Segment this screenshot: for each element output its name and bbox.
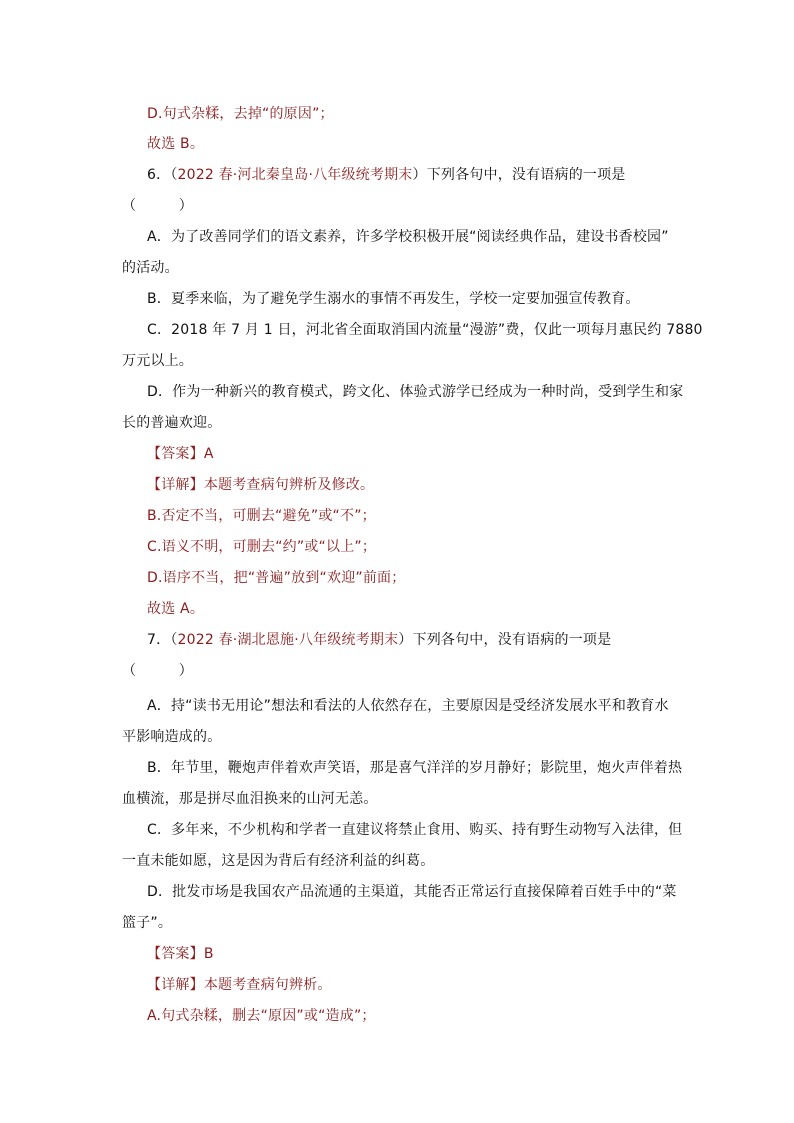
- q6-option-a-line1: A．为了改善同学们的语文素养，许多学校积极开展“阅读经典作品，建设书香校园”: [147, 229, 669, 245]
- q6-analysis-b: B.否定不当，可删去“避免”或“不”；: [147, 508, 376, 524]
- q6-option-b: B．夏季来临，为了避免学生溺水的事情不再发生，学校一定要加强宣传教育。: [147, 291, 640, 307]
- q7-option-d-line2: 篮子”。: [122, 915, 173, 931]
- q6-detail: [147, 475, 374, 495]
- q6-detail-label: 【详解】: [147, 477, 204, 493]
- q7-detail: [147, 975, 332, 995]
- q6-answer-value: A: [203, 446, 214, 462]
- q6-choose: 故选 A。: [147, 601, 205, 617]
- q6-answer-label: 【答案】: [147, 446, 204, 462]
- q6-detail-text: 本题考查病句辨析及修改。: [203, 477, 375, 493]
- q7-blank: （ ）: [122, 663, 193, 679]
- q6-option-c-line2: 万元以上。: [122, 353, 193, 369]
- q5-choose: 故选 B。: [147, 136, 205, 152]
- q6-option-c-line1: C．2018 年 7 月 1 日，河北省全面取消国内流量“漫游”费，仅此一项每月惠民约 7880: [147, 322, 703, 338]
- q7-number: 7．: [147, 632, 171, 648]
- q6-source-open: （: [170, 167, 178, 183]
- q7-analysis-a: A.句式杂糅，删去“原因”或“造成”；: [147, 1008, 376, 1024]
- q7-source-open: （: [170, 632, 178, 648]
- q6-source: 2022 春·河北秦皇岛·八年级统考期末: [177, 167, 413, 183]
- q7-option-b-line1: B．年节里，鞭炮声伴着欢声笑语，那是喜气洋洋的岁月静好；影院里，炮火声伴着热: [147, 760, 683, 776]
- q7-stem: 下列各句中，没有语病的一项是: [412, 632, 612, 648]
- q6-option-d-line2: 长的普遍欢迎。: [122, 415, 222, 431]
- q7-option-d-line1: D．批发市场是我国农产品流通的主渠道，其能否正常运行直接保障着百姓手中的“菜: [147, 884, 677, 900]
- q5-analysis-d: D.句式杂糅，去掉“的原因”；: [147, 106, 334, 122]
- q7-option-a-line1: A．持“读书无用论”想法和看法的人依然存在，主要原因是受经济发展水平和教育水: [147, 698, 669, 714]
- q6-analysis-c: C.语义不明，可删去“约”或“以上”；: [147, 539, 377, 555]
- q6-answer: [147, 444, 214, 464]
- q6-stem: 下列各句中，没有语病的一项是: [426, 167, 626, 183]
- q6-source-close: ）: [412, 167, 427, 183]
- q6-option-d-line1: D．作为一种新兴的教育模式，跨文化、体验式游学已经成为一种时尚，受到学生和家: [147, 384, 684, 400]
- q7-header: [147, 630, 611, 650]
- q7-option-c-line2: 一直未能如愿，这是因为背后有经济利益的纠葛。: [122, 853, 435, 869]
- q7-option-b-line2: 血横流，那是拼尽血泪换来的山河无恙。: [122, 791, 378, 807]
- q7-detail-label: 【详解】: [147, 977, 204, 993]
- q7-answer: [147, 944, 214, 964]
- q6-blank: （ ）: [122, 198, 193, 214]
- q7-option-a-line2: 平影响造成的。: [122, 729, 222, 745]
- q7-answer-label: 【答案】: [147, 946, 204, 962]
- q7-source-close: ）: [398, 632, 413, 648]
- q6-header: [147, 165, 626, 185]
- q7-detail-text: 本题考查病句辨析。: [203, 977, 332, 993]
- q6-analysis-d: D.语序不当，把“普遍”放到“欢迎”前面；: [147, 570, 406, 586]
- q7-option-c-line1: C．多年来，不少机构和学者一直建议将禁止食用、购买、持有野生动物写入法律，但: [147, 822, 683, 838]
- q7-answer-value: B: [203, 946, 214, 962]
- q6-option-a-line2: 的活动。: [122, 260, 179, 276]
- q7-source: 2022 春·湖北恩施·八年级统考期末: [177, 632, 399, 648]
- q6-number: 6．: [147, 167, 171, 183]
